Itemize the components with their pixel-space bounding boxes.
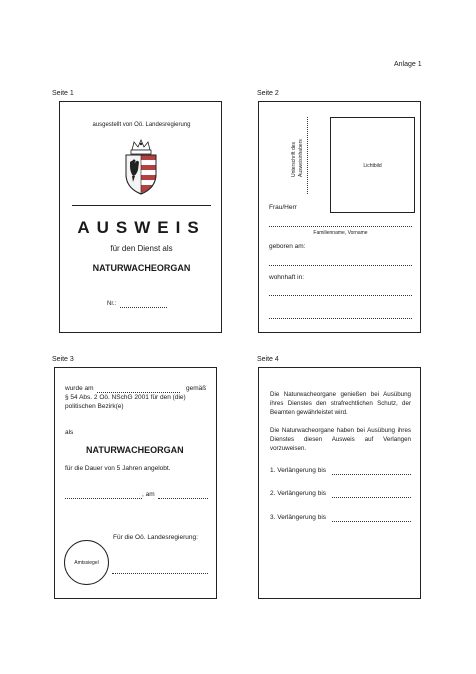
name-field-line: [269, 226, 412, 227]
date-at-label: , am: [142, 491, 155, 498]
legal-basis-text: § 54 Abs. 2 Oö. NSchG 2001 für den (die): [65, 394, 186, 401]
according-label: gemäß: [186, 385, 207, 392]
date-line: [158, 498, 208, 499]
card-page-1: [59, 101, 222, 333]
official-seal-circle: [64, 540, 109, 585]
page-label-1: Seite 1: [52, 90, 74, 97]
card3-role: NATURWACHEORGAN: [86, 445, 184, 455]
name-label: Frau/Herr: [269, 204, 297, 211]
extension-3-line: [332, 521, 411, 522]
card-role: NATURWACHEORGAN: [92, 263, 191, 273]
photo-label: Lichtbild: [363, 163, 382, 169]
extension-2-line: [332, 497, 411, 498]
card-subtitle: für den Dienst als: [110, 244, 173, 253]
appointed-date-line: [97, 392, 180, 393]
residence-label: wohnhaft in:: [269, 274, 305, 281]
signature-label-2: Ausweisinhabers: [298, 139, 304, 177]
card-title: AUSWEIS: [77, 218, 206, 237]
annex-label: Anlage 1: [394, 61, 422, 68]
page-label-2: Seite 2: [257, 90, 279, 97]
born-label: geboren am:: [269, 243, 306, 250]
page-label-3: Seite 3: [52, 356, 74, 363]
signature-line-card3: [112, 573, 208, 574]
seal-label: Amtssiegel: [74, 560, 99, 566]
extension-3-label: 3. Verlängerung bis: [270, 514, 327, 521]
name-hint: Familienname, Vorname: [313, 230, 368, 236]
as-label: als: [65, 429, 74, 436]
signature-line: [307, 117, 308, 194]
page-label-4: Seite 4: [257, 356, 279, 363]
number-label: Nr.:: [107, 301, 117, 307]
signature-label-1: Unterschrift des: [291, 141, 297, 177]
card-page-2: [258, 101, 421, 333]
coat-of-arms-icon: [120, 138, 162, 196]
residence-field-line-2: [269, 318, 412, 319]
extension-1-line: [332, 474, 411, 475]
photo-box: [330, 117, 415, 213]
extension-1-label: 1. Verlängerung bis: [270, 467, 327, 474]
issuer-text: ausgestellt von Oö. Landesregierung: [92, 122, 191, 128]
protection-paragraph: Die Naturwacheorgane genießen bei Ausübung ihres Dienstes den strafrechtlichen Schutz, der Beamten gewährleistet wird.: [270, 391, 411, 416]
duration-text: für die Dauer von 5 Jahren angelobt.: [65, 465, 171, 472]
extension-2-label: 2. Verlängerung bis: [270, 490, 327, 497]
show-id-paragraph: Die Naturwacheorgane haben bei Ausübung ihres Dienstes diesen Ausweis auf Verlangen vorzuweisen.: [270, 427, 411, 452]
for-government-label: Für die Oö. Landesregierung:: [113, 534, 198, 541]
appointed-on-label: wurde am: [65, 385, 94, 392]
district-text: politischen Bezirk(e): [65, 403, 124, 410]
divider-line: [72, 205, 211, 206]
number-field-line: [120, 307, 167, 308]
born-field-line: [269, 265, 412, 266]
card-page-4: [258, 367, 421, 599]
residence-field-line-1: [269, 295, 412, 296]
place-line: [65, 498, 142, 499]
card-page-3: [54, 367, 217, 599]
